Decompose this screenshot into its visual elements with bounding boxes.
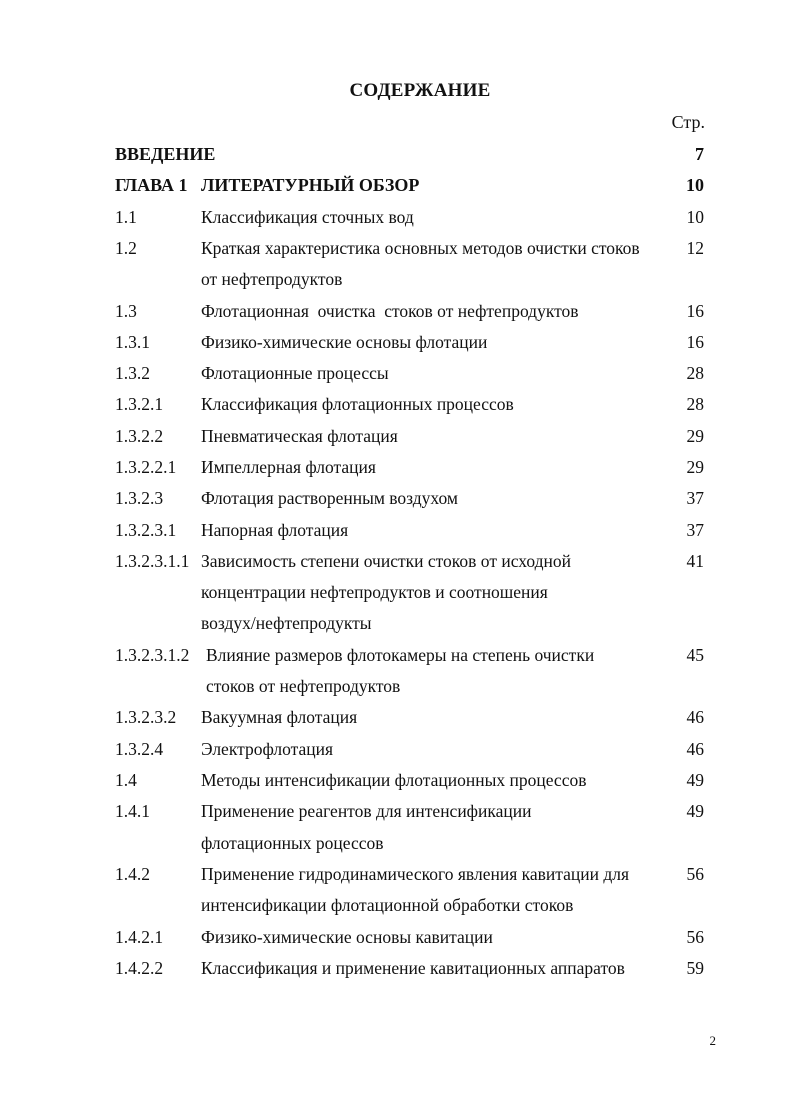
toc-entry-title-line: Пневматическая флотация	[201, 425, 398, 446]
footer-page-number: 2	[709, 1033, 716, 1048]
toc-entry	[0, 640, 792, 703]
toc-entry-number: 1.1	[115, 206, 137, 227]
toc-entry-page: 16	[686, 331, 704, 352]
toc-entry-page: 28	[686, 363, 704, 384]
toc-entry-title-line: воздух/нефтепродукты	[201, 613, 372, 634]
page-title: СОДЕРЖАНИЕ	[349, 80, 491, 101]
toc-entry-title-line: Вакуумная флотация	[201, 707, 358, 728]
toc-entry	[0, 859, 792, 922]
toc-entry-number: 1.2	[115, 237, 137, 258]
toc-entry-title-line: Методы интенсификации флотационных процессов	[201, 770, 587, 790]
toc-entry-title-line: Физико-химические основы кавитации	[201, 926, 493, 947]
toc-entry-page: 59	[686, 957, 704, 978]
toc-entry-page: 46	[686, 707, 704, 728]
toc-entry	[0, 515, 792, 546]
toc-entry-number: 1.3.2.3.1	[115, 519, 177, 540]
toc-entry-title-line: Классификация и применение кавитационных аппаратов	[201, 957, 625, 978]
toc-entry	[0, 421, 792, 452]
toc-entry-page: 12	[686, 237, 704, 258]
toc-entry-number: 1.3.2.2.1	[115, 457, 177, 477]
toc-entry-number: 1.3.2	[115, 363, 150, 384]
toc-entry	[0, 546, 792, 640]
toc-entry	[0, 765, 792, 796]
toc-entry-title-line: Физико-химические основы флотации	[201, 331, 488, 352]
toc-entry-number: 1.3.2.3.1.2	[115, 644, 190, 665]
toc-entry-title-line: Флотация растворенным воздухом	[201, 488, 458, 509]
toc-entry	[0, 358, 792, 389]
toc-entry	[0, 922, 792, 953]
toc-entry-page: 45	[686, 644, 704, 665]
toc-entry-title-line: концентрации нефтепродуктов и соотношения	[201, 582, 548, 603]
toc-entry-page: 46	[686, 738, 704, 759]
toc-entry	[0, 389, 792, 420]
toc-entry	[0, 734, 792, 765]
toc-entry-title-line: Флотационная очистка стоков от нефтепродуктов	[201, 300, 579, 321]
toc-entry-number: 1.4.1	[115, 801, 150, 822]
toc-entry-title-line: Классификация сточных вод	[201, 206, 414, 227]
toc-entry-title-line: Напорная флотация	[201, 519, 349, 540]
toc-entry-title-line: Применение гидродинамического явления кавитации для	[201, 863, 630, 884]
toc-entry	[0, 452, 792, 483]
toc-entry	[0, 702, 792, 733]
toc-entry-page: 16	[686, 300, 704, 321]
toc-entry-title-line: Влияние размеров флотокамеры на степень очистки	[206, 644, 595, 665]
toc-entry-title-line: Классификация флотационных процессов	[201, 394, 514, 415]
toc-entry-page: 29	[686, 425, 704, 446]
toc-entry-title-line: Краткая характеристика основных методов очистки стоков	[201, 237, 640, 258]
toc-entry-number: 1.3	[115, 300, 137, 321]
toc-entry-title-line: Флотационные процессы	[201, 363, 389, 384]
toc-entry-title-line: стоков от нефтепродуктов	[206, 676, 401, 697]
toc-entry-page: 41	[686, 550, 704, 571]
toc-entry-number: 1.3.1	[115, 331, 150, 352]
toc-entry-page: 56	[686, 863, 704, 884]
toc-entry-number: 1.4.2	[115, 863, 150, 884]
toc-entry-page: 49	[686, 770, 704, 790]
toc-entry-number: 1.3.2.2	[115, 425, 164, 446]
toc-entry-title-line: Импеллерная флотация	[201, 457, 376, 477]
toc-entry-page: 7	[695, 144, 704, 164]
toc-entry-number: ГЛАВА 1	[115, 175, 188, 196]
toc-entry	[0, 953, 792, 984]
toc-entry-title-line: Электрофлотация	[201, 738, 334, 759]
toc-entry-title-line: Зависимость степени очистки стоков от исходной	[201, 550, 571, 571]
toc-entry-title-line: ЛИТЕРАТУРНЫЙ ОБЗОР	[201, 175, 420, 196]
toc-entry	[0, 296, 792, 327]
toc-entry	[0, 483, 792, 514]
toc-entry	[0, 170, 792, 201]
toc-entry-number: 1.4	[115, 770, 137, 790]
toc-entry-number: 1.3.2.3.2	[115, 707, 177, 728]
toc-entry-title-line: флотационных роцессов	[201, 832, 384, 853]
toc-entry-number: 1.3.2.1	[115, 394, 164, 415]
toc-entry-page: 10	[686, 175, 704, 196]
toc-entry-page: 56	[686, 926, 704, 947]
toc-entry-page: 49	[686, 801, 704, 822]
toc-entry-number: 1.3.2.4	[115, 738, 164, 759]
page-column-label: Стр.	[671, 112, 705, 132]
toc-entry-number: 1.4.2.2	[115, 957, 164, 978]
toc-entry-number: 1.4.2.1	[115, 926, 164, 947]
toc-entry	[0, 202, 792, 233]
toc-entry-number: ВВЕДЕНИЕ	[115, 144, 216, 164]
toc-entry	[0, 139, 792, 170]
toc-entry-number: 1.3.2.3	[115, 488, 164, 509]
toc-entry-page: 29	[686, 457, 704, 477]
toc-entry-title-line: от нефтепродуктов	[201, 269, 343, 290]
toc-entry-number: 1.3.2.3.1.1	[115, 550, 190, 571]
toc-entry-page: 10	[686, 206, 704, 227]
toc-entry	[0, 327, 792, 358]
toc-entry-title-line: Применение реагентов для интенсификации	[201, 801, 532, 822]
toc-entry	[0, 796, 792, 859]
toc-entry-page: 28	[686, 394, 704, 415]
toc-entry-page: 37	[686, 519, 704, 540]
toc-entry-page: 37	[686, 488, 704, 509]
toc-entry	[0, 233, 792, 296]
toc-entry-title-line: интенсификации флотационной обработки стоков	[201, 895, 574, 916]
